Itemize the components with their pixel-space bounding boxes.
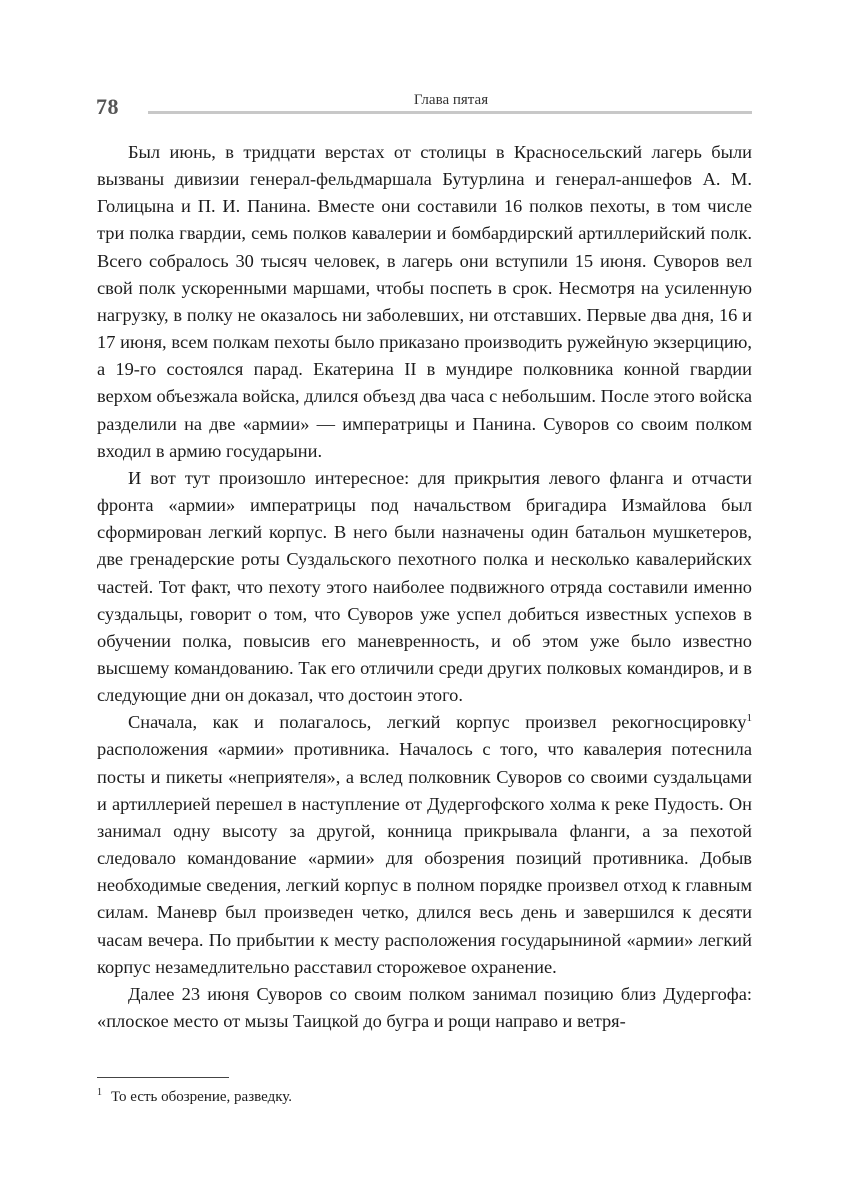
header-rule (148, 111, 752, 114)
paragraph-3 (97, 709, 752, 981)
footnote-mark: 1 (97, 1087, 102, 1098)
paragraph-2: И вот тут произошло интересное: для прикрытия левого фланга и отчасти фронта «армии» императрицы под начальством бригадира Измайлова был сформирован легкий корпус. В него были назначены один батальон мушкетеров, две гренадерские роты Суздальского пехотного полка и несколько кавалерийских частей. Тот факт, что пехоту этого наиболее подвижного отряда составили именно суздальцы, говорит о том, что Суворов уже успел добиться известных успехов в обучении полка, повысив его маневренность, и об этом уже было известно высшему командованию. Так его отличили среди других полковых командиров, и в следующие дни он доказал, что достоин этого. (97, 467, 752, 706)
paragraph-3-rest: расположения «армии» противника. Началось с того, что кавалерия потеснила посты и пикеты «неприятеля», а вслед полковник Суворов со своими суздальцами и артиллерией перешел в наступление от Дудергофского холма к реке Пудость. Он занимал одну высоту за другой, конница прикрывала фланги, а за пехотой следовало командование «армии» для обозрения позиций противника. Добыв необходимые сведения, легкий корпус в полном порядке произвел отход к главным силам. Маневр был произведен четко, длился весь день и завершился к десяти часам вечера. По прибытии к месту расположения государыниной «армии» легкий корпус незамедлительно расставил сторожевое охранение. (97, 739, 752, 977)
footnote-text: То есть обозрение, разведку. (111, 1089, 293, 1105)
paragraph-1: Был июнь, в тридцати верстах от столицы в Красносельский лагерь были вызваны дивизии генерал-фельдмаршала Бутурлина и генерал-аншефов А. М. Голицына и П. И. Панина. Вместе они составили 16 полков пехоты, в том числе три полка гвардии, семь полков кавалерии и бомбардирский артиллерийский полк. Всего собралось 30 тысяч человек, в лагерь они вступили 15 июня. Суворов вел свой полк ускоренными маршами, чтобы поспеть в срок. Несмотря на усиленную нагрузку, в полку не оказалось ни заболевших, ни отставших. Первые два дня, 16 и 17 июня, всем полкам пехоты было приказано производить ружейную экзерцицию, а 19-го состоялся парад. Екатерина II в мундире полковника конной гвардии верхом объезжала войска, длился объезд два часа с небольшим. После этого войска разделили на две «армии» — императрицы и Панина. Суворов со своим полком входил в армию государыни. (97, 142, 752, 461)
footnote-rule (97, 1077, 229, 1078)
page-number: 78 (96, 94, 119, 119)
footnote (97, 1087, 752, 1107)
paragraph-4: Далее 23 июня Суворов со своим полком занимал позицию близ Дудергофа: «плоское место от мызы Таицкой до бугра и рощи направо и ветря- (97, 983, 752, 1031)
running-head: Глава пятая (413, 92, 489, 108)
paragraph-3-start: Сначала, как и полагалось, легкий корпус произвел рекогносцировку (128, 712, 747, 733)
footnote-reference[interactable]: 1 (746, 712, 752, 725)
body-text (97, 139, 752, 1035)
